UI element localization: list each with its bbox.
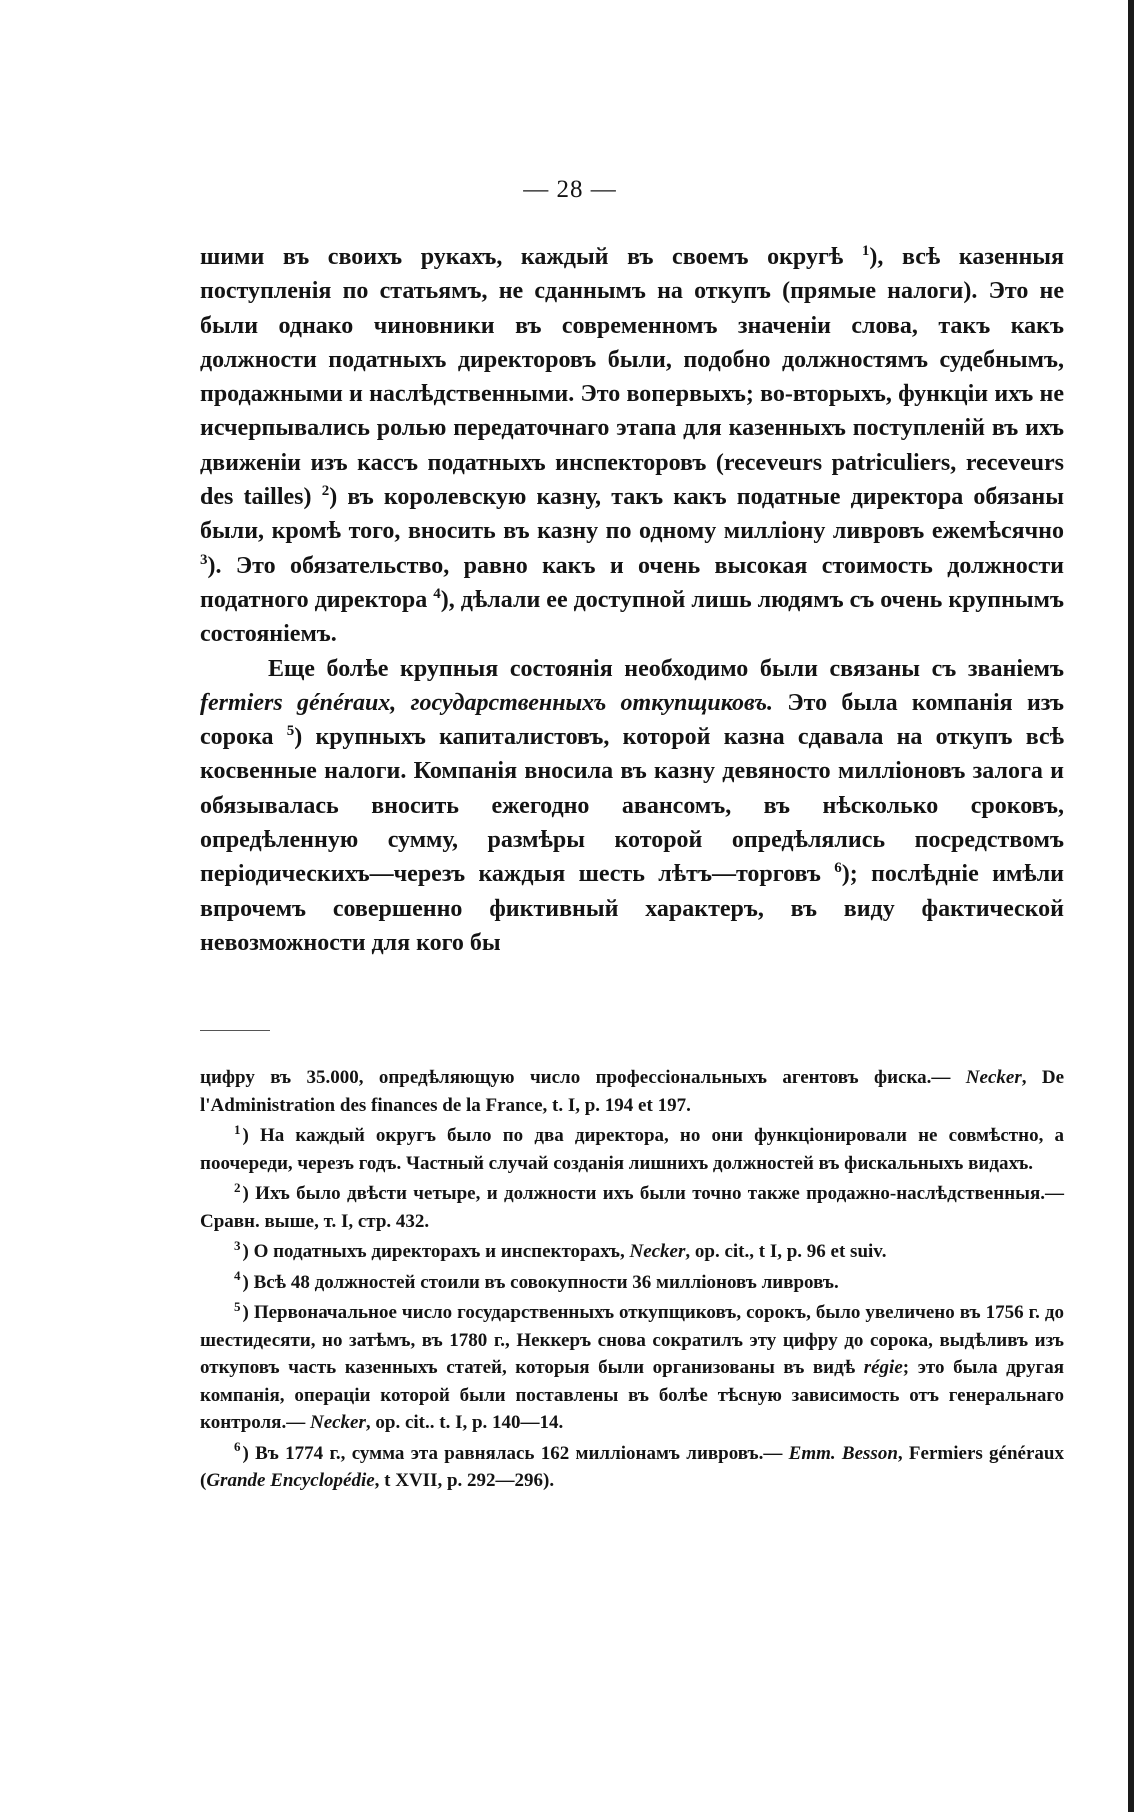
footnote-ref-5: 5 — [286, 723, 295, 740]
text-run: ), всѣ казенныя поступленія по статьямъ, не сданнымъ на откупъ (прямые налоги). Это не были однако чиновники въ современномъ значеніи слова, такъ какъ должности податныхъ директоровъ были, подобно должностямъ судебнымъ, продажными и наслѣдственными. Это вопервыхъ; во-вторыхъ, функціи ихъ не исчерпывались ролью передаточнаго этапа для казенныхъ поступленій въ ихъ движеніи изъ кассъ податныхъ инспекторовъ (receveurs patriculiers, receveurs des tailles) — [200, 244, 1064, 511]
text-run: шими въ своихъ рукахъ, каждый въ своемъ округѣ — [200, 244, 862, 270]
italic-run: Emm. Besson — [788, 1442, 898, 1464]
footnote-6 — [200, 1440, 1064, 1495]
text-run: ; это была другая компанія, операціи которой были поставлены въ болѣе тѣсную зависимость отъ генеральнаго контроля.— — [200, 1357, 1065, 1433]
text-run: Еще болѣе крупныя состоянія необходимо были связаны съ званіемъ — [268, 655, 1064, 682]
text-run: ) крупныхъ капиталистовъ, которой казна сдавала на откупъ всѣ косвенные налоги. Компанія вносила въ казну девяносто милліоновъ залога и обязывалась вносить ежегодно авансомъ, въ нѣсколько сроковъ, опредѣленную сумму, размѣры которой опредѣлялись посредствомъ періодическихъ—черезъ каждыя шесть лѣтъ—торговъ — [200, 724, 1065, 888]
footnote-mark: 5 — [234, 1298, 241, 1314]
text-run: ) Въ 1774 г., сумма эта равнялась 162 милліонамъ ливровъ.— — [242, 1442, 789, 1464]
text-run: , De l'Administration des finances de la France, t. I, p. 194 et 197. — [200, 1067, 1064, 1116]
text-run: ) На каждый округъ было по два директора, но они функціонировали не совмѣстно, а поочереди, черезъ годъ. Частный случай созданія лишнихъ должностей въ фискальныхъ видахъ. — [200, 1125, 1064, 1174]
main-text — [200, 240, 1064, 960]
paragraph-2 — [200, 652, 1064, 961]
footnote-continuation — [200, 1064, 1064, 1119]
text-run: , Fermiers généraux ( — [200, 1442, 1064, 1491]
text-run: ) Всѣ 48 должностей стоили въ совокупности 36 милліоновъ ливровъ. — [242, 1271, 839, 1293]
footnote-ref-3: 3 — [200, 551, 208, 568]
text-run: ) въ королевскую казну, такъ какъ податные директора обязаны были, кромѣ того, вносить въ казну по одному милліону ливровъ ежемѣсячно — [200, 484, 1064, 545]
footnote-separator — [200, 1030, 270, 1031]
text-run: , op. cit., t I, p. 96 et suiv. — [685, 1241, 887, 1262]
text-run: ), дѣлали ее доступной лишь людямъ съ очень крупнымъ состояніемъ. — [200, 586, 1064, 648]
italic-run: Necker — [965, 1067, 1022, 1088]
footnotes — [200, 1064, 1064, 1498]
paragraph-1 — [200, 240, 1064, 652]
footnote-mark: 2 — [234, 1179, 241, 1195]
footnote-5 — [200, 1299, 1064, 1437]
italic-run: Necker — [629, 1241, 686, 1262]
page-number: — 28 — — [523, 176, 617, 203]
text-run: ) Ихъ было двѣсти четыре, и должности ихъ были точно также продажно-наслѣдственныя.—Сравн. выше, т. I, стр. 432. — [200, 1183, 1064, 1232]
text-run: ). Это обязательство, равно какъ и очень высокая стоимость должности податного директора — [200, 552, 1064, 613]
italic-run: fermiers généraux, государственныхъ откупщиковъ. — [200, 689, 774, 716]
footnote-ref-4: 4 — [433, 585, 441, 602]
text-run: цифру въ 35.000, опредѣляющую число профессіональныхъ агентовъ фиска.— — [200, 1067, 966, 1088]
footnote-ref-6: 6 — [834, 860, 842, 877]
italic-run: Grande Encyclopédie — [206, 1470, 375, 1491]
footnote-ref-2: 2 — [321, 483, 330, 500]
text-run: Это была компанія изъ сорока — [200, 689, 1065, 751]
footnote-2 — [200, 1180, 1064, 1235]
footnote-4 — [200, 1269, 1064, 1297]
text-run: ); послѣдніе имѣли впрочемъ совершенно фиктивный характеръ, въ виду фактической невозможности для кого бы — [200, 861, 1064, 956]
text-run: ) О податныхъ директорахъ и инспекторахъ, — [242, 1241, 630, 1262]
text-run: , op. cit.. t. I, p. 140—14. — [365, 1412, 564, 1433]
scan-edge-rule — [1128, 0, 1134, 1812]
text-run: , t XVII, p. 292—296). — [374, 1470, 555, 1491]
footnote-mark: 1 — [234, 1121, 241, 1137]
footnote-mark: 3 — [234, 1237, 241, 1253]
footnote-mark: 6 — [234, 1439, 241, 1455]
text-run: ) Первоначальное число государственныхъ откупщиковъ, сорокъ, было увеличено въ 1756 г. до шестидесяти, но затѣмъ, въ 1780 г., Неккеръ снова сократилъ эту цифру до сорока, выдѣливъ изъ откуповъ часть казенныхъ статей, которыя были организованы въ видѣ — [200, 1302, 1064, 1378]
footnote-mark: 4 — [234, 1268, 241, 1284]
footnote-ref-1: 1 — [861, 243, 870, 259]
footnote-1 — [200, 1122, 1064, 1177]
italic-run: Necker — [309, 1412, 366, 1433]
footnote-3 — [200, 1238, 1064, 1266]
italic-run: régie — [863, 1357, 903, 1378]
